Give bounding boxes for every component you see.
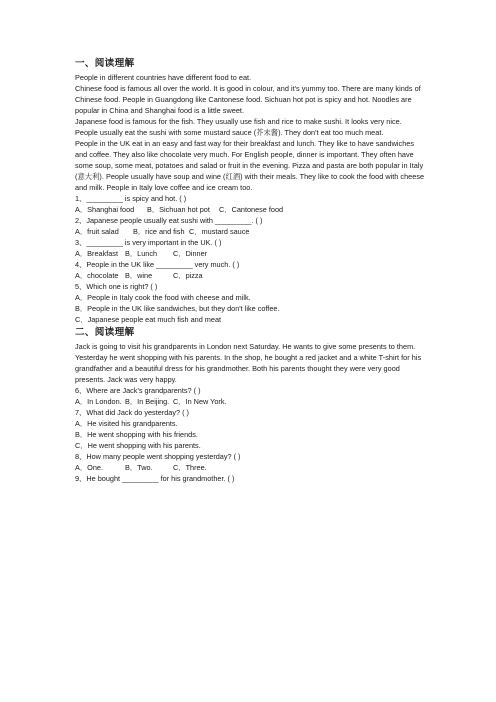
option-c: C．pizza bbox=[173, 271, 203, 280]
question-3: 3、_________ is very important in the UK. ( ) bbox=[75, 238, 222, 247]
option-a: A．Shanghai food bbox=[75, 205, 135, 214]
question-7: 7、What did Jack do yesterday? ( ) bbox=[75, 408, 189, 417]
question-9: 9、He bought _________ for his grandmother. ( ) bbox=[75, 474, 235, 483]
question-4: 4、People in the UK like _________ very much. ( ) bbox=[75, 260, 240, 269]
option-c: C．In New York. bbox=[173, 397, 227, 406]
options-row bbox=[75, 204, 425, 215]
option-a: A．One. bbox=[75, 463, 103, 472]
option-a: A．In London. bbox=[75, 397, 122, 406]
passage-paragraph: Chinese food is famous all over the world. It is good in colour, and it's yummy too. There are many kinds of Chinese food. People in Guangdong like Cantonese food. Sichuan hot pot is spicy and hot. Noodles are popular in China and Shanghai food is a little sweet. bbox=[75, 84, 421, 115]
options-row bbox=[75, 396, 425, 407]
option-c: C．Japanese people eat much fish and meat bbox=[75, 315, 222, 324]
section-heading: 一、阅读理解 bbox=[75, 58, 135, 69]
option-c: C．Dinner bbox=[173, 249, 208, 258]
option-a: A．He visited his grandparents. bbox=[75, 419, 178, 428]
option-b: B．Sichuan hot pot bbox=[147, 205, 210, 214]
option-a: A．Breakfast bbox=[75, 249, 118, 258]
option-c: C．Cantonese food bbox=[219, 205, 284, 214]
option-b: B．Lunch bbox=[125, 249, 158, 258]
option-c: C．He went shopping with his parents. bbox=[75, 441, 201, 450]
option-a: A．chocolate bbox=[75, 271, 119, 280]
question-5: 5、Which one is right? ( ) bbox=[75, 282, 158, 291]
passage-paragraph: People in different countries have different food to eat. bbox=[75, 73, 252, 82]
question-1: 1、_________ is spicy and hot. ( ) bbox=[75, 194, 187, 203]
passage-paragraph: Japanese food is famous for the fish. They usually use fish and rice to make sushi. It looks very nice. People usually eat the sushi with some mustard sauce (芥末酱). They don't eat too much meat. bbox=[75, 117, 402, 137]
question-8: 8、How many people went shopping yesterday? ( ) bbox=[75, 452, 241, 461]
document-page bbox=[75, 58, 425, 484]
question-6: 6、Where are Jack's grandparents? ( ) bbox=[75, 386, 201, 395]
option-c: C．mustard sauce bbox=[189, 227, 250, 236]
option-b: B．rice and fish bbox=[133, 227, 185, 236]
passage-paragraph: Jack is going to visit his grandparents in London next Saturday. He wants to give some presents to them. Yesterday he went shopping with his parents. In the shop, he bought a red jacket and a white T-shirt for his grandfather and a beautiful dress for his grandmother. Both his parents thought they were very good presents. Jack was very happy. bbox=[75, 342, 422, 384]
option-b: B．People in the UK like sandwiches, but they don't like coffee. bbox=[75, 304, 280, 313]
options-row bbox=[75, 270, 425, 281]
question-2: 2、Japanese people usually eat sushi with _________. ( ) bbox=[75, 216, 263, 225]
passage-paragraph: People in the UK eat in an easy and fast way for their breakfast and lunch. They like to have sandwiches and coffee. They also like chocolate very much. For English people, dinner is important. They often have some soup, some meat, potatoes and salad or fruit in the evening. Pizza and pasta are both popular in Italy (意大利). People usually have soup and wine (红酒) with their meals. They like to cook the food with cheese and milk. People in Italy love coffee and ice cream too. bbox=[75, 139, 425, 192]
options-row bbox=[75, 226, 425, 237]
section-heading: 二、阅读理解 bbox=[75, 327, 135, 338]
options-row bbox=[75, 248, 425, 259]
option-a: A．fruit salad bbox=[75, 227, 119, 236]
option-b: B．In Beijing. bbox=[125, 397, 170, 406]
option-b: B．Two. bbox=[125, 463, 153, 472]
option-b: B．wine bbox=[125, 271, 153, 280]
option-b: B．He went shopping with his friends. bbox=[75, 430, 198, 439]
option-a: A．People in Italy cook the food with cheese and milk. bbox=[75, 293, 251, 302]
options-row bbox=[75, 462, 425, 473]
option-c: C．Three. bbox=[173, 463, 207, 472]
